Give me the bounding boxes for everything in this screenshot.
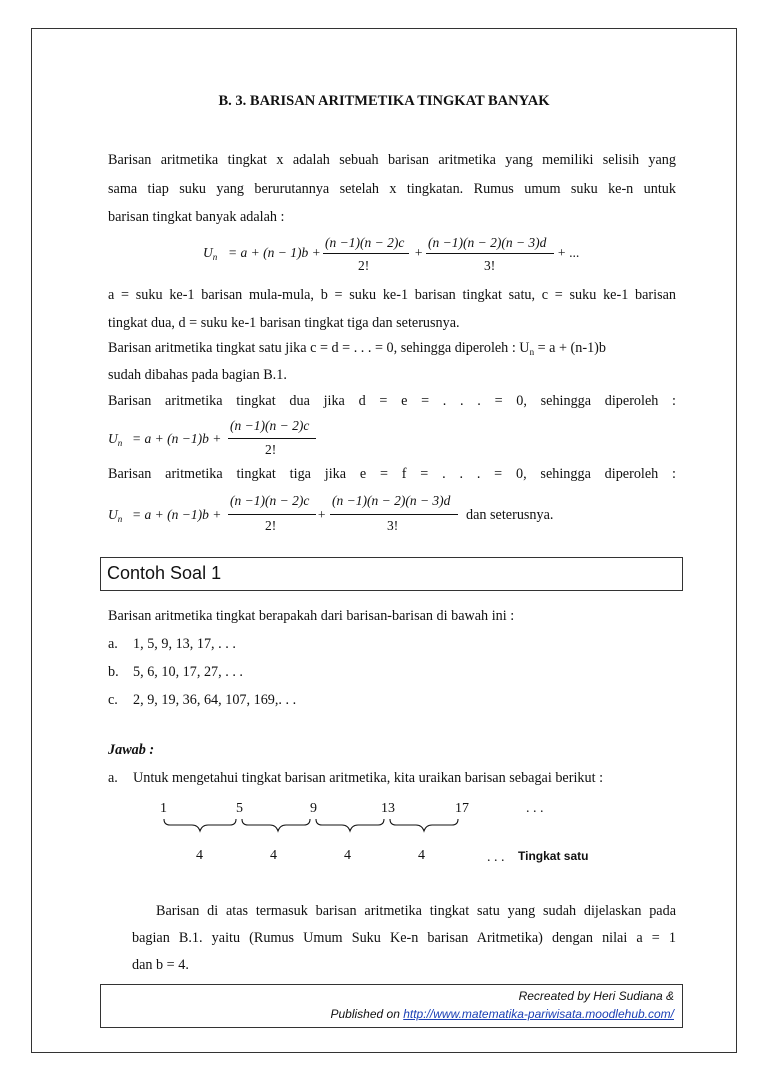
section-title: B. 3. BARISAN ARITMETIKA TINGKAT BANYAK [218, 93, 550, 109]
formula-lhs: U [108, 507, 118, 522]
fraction-bar [426, 253, 554, 254]
definition-line-1: a = suku ke-1 barisan mula-mula, b = suku ke-1 barisan tingkat satu, c = suku ke-1 barisan [108, 287, 676, 303]
formula-frac-num: (n −1)(n − 2)c [230, 418, 310, 433]
formula-lhs: U [108, 431, 118, 446]
formula-lhs-sub: n [212, 252, 218, 262]
difference-value: 4 [270, 848, 277, 863]
sequence-term: 5 [236, 801, 243, 816]
formula-plus: + [317, 507, 327, 522]
difference-value: . . . [487, 850, 505, 865]
answer-a: a. Untuk mengetahui tingkat barisan aritmetika, kita uraikan barisan sebagai berikut : [108, 770, 604, 786]
level-label: Tingkat satu [518, 849, 589, 863]
conclusion-line-1: Barisan di atas termasuk barisan aritmetika tingkat satu yang sudah dijelaskan pada [156, 903, 676, 919]
formula-lhs: U [203, 245, 213, 260]
intro-line-3: barisan tingkat banyak adalah : [108, 209, 285, 225]
list-item: c. 2, 9, 19, 36, 64, 107, 169,. . . [108, 692, 297, 708]
formula-frac2-num: (n −1)(n − 2)(n − 3)d [332, 493, 451, 508]
footer-link[interactable]: http://www.matematika-pariwisata.moodlehub.com/ [403, 1007, 674, 1021]
difference-value: 4 [196, 848, 203, 863]
sequence-term: 9 [310, 801, 317, 816]
formula-frac2-num: (n −1)(n − 2)(n − 3)d [428, 235, 547, 250]
formula-frac1-num: (n −1)(n − 2)c [230, 493, 310, 508]
dan-seterusnya: dan seterusnya. [466, 507, 554, 523]
formula-frac1-den: 2! [358, 258, 370, 273]
formula-eq: = a + (n −1)b + [132, 431, 222, 446]
formula-eq: = a + (n −1)b + [132, 507, 222, 522]
conclusion-line-2: bagian B.1. yaitu (Rumus Umum Suku Ke-n barisan Aritmetika) dengan nilai a = 1 [132, 930, 676, 946]
brace [242, 819, 310, 831]
sequence-term: 17 [455, 801, 469, 816]
difference-value: 4 [418, 848, 425, 863]
fraction-bar [330, 514, 458, 515]
conclusion-line-3: dan b = 4. [132, 957, 189, 973]
definition-line-3: Barisan aritmetika tingkat satu jika c = d = . . . = 0, sehingga diperoleh : $U_n = a + (n-1)b$ [108, 340, 607, 357]
formula-frac1-num: (n −1)(n − 2)c [325, 235, 405, 250]
formula-plus: + [414, 245, 424, 260]
definition-line-2: tingkat dua, d = suku ke-1 barisan tingkat tiga dan seterusnya. [108, 315, 460, 331]
fraction-bar [228, 514, 316, 515]
formula-tail: + ... [557, 245, 580, 260]
brace [390, 819, 458, 831]
formula-frac-den: 2! [265, 442, 277, 457]
sequence-term: . . . [526, 801, 544, 816]
brace-group [158, 817, 478, 837]
intro-line-2: sama tiap suku yang berurutannya setelah x tingkatan. Rumus umum suku ke-n untuk [108, 181, 676, 197]
definition-line-4: sudah dibahas pada bagian B.1. [108, 367, 287, 383]
list-item: b. 5, 6, 10, 17, 27, . . . [108, 664, 243, 680]
fraction-bar [323, 253, 409, 254]
footer-published: Published on http://www.matematika-pariwisata.moodlehub.com/ [330, 1007, 674, 1021]
example-heading-box [100, 557, 683, 591]
difference-value: 4 [344, 848, 351, 863]
brace [316, 819, 384, 831]
footer-box [100, 984, 683, 1028]
formula-frac1-den: 2! [265, 518, 277, 533]
example-question: Barisan aritmetika tingkat berapakah dari barisan-barisan di bawah ini : [108, 608, 515, 624]
intro-line-1: Barisan aritmetika tingkat x adalah sebuah barisan aritmetika yang memiliki selisih yang [108, 152, 676, 168]
footer-credit: Recreated by Heri Sudiana & [518, 989, 674, 1003]
formula-frac2-den: 3! [484, 258, 496, 273]
formula-lhs-sub: n [117, 438, 123, 448]
brace [164, 819, 236, 831]
definition-line-5: Barisan aritmetika tingkat dua jika d = e = . . . = 0, sehingga diperoleh : [108, 393, 676, 409]
formula-frac2-den: 3! [387, 518, 399, 533]
sequence-term: 1 [160, 801, 167, 816]
sequence-term: 13 [381, 801, 395, 816]
formula-lhs-sub: n [117, 514, 123, 524]
list-item: a. 1, 5, 9, 13, 17, . . . [108, 636, 236, 652]
answer-heading: Jawab : [108, 742, 155, 758]
fraction-bar [228, 438, 316, 439]
formula-eq: = a + (n − 1)b + [228, 245, 321, 260]
example-heading: Contoh Soal 1 [107, 563, 222, 583]
definition-line-7: Barisan aritmetika tingkat tiga jika e = f = . . . = 0, sehingga diperoleh : [108, 466, 676, 482]
